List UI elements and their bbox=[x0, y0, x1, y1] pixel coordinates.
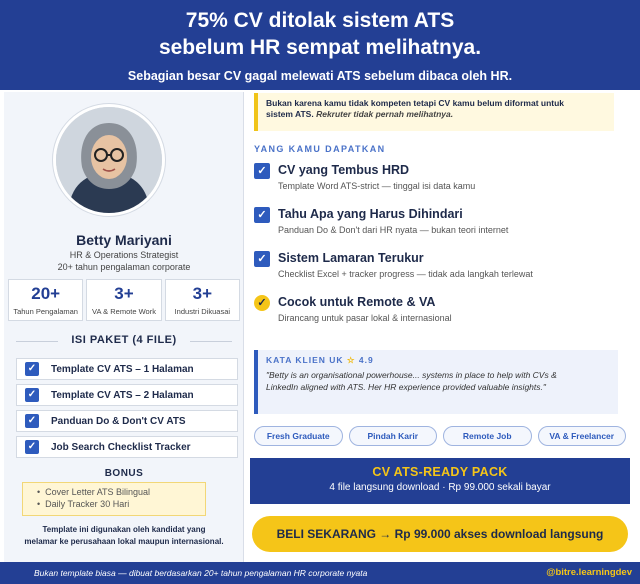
footer-handle[interactable]: @bitre.learningdev bbox=[546, 567, 632, 578]
benefit-title: Sistem Lamaran Terukur bbox=[278, 251, 424, 265]
stat-label: Industri Dikuasai bbox=[174, 307, 231, 316]
usage-note-line-1: Template ini digunakan oleh kandidat yang bbox=[42, 525, 206, 534]
check-icon: ✓ bbox=[254, 251, 270, 267]
bonus-box bbox=[22, 482, 206, 516]
testimonial-quote bbox=[266, 369, 610, 393]
tag-remote-job[interactable]: Remote Job bbox=[443, 426, 532, 446]
benefit-title: Tahu Apa yang Harus Dihindari bbox=[278, 207, 463, 221]
package-item-label: Template CV ATS – 1 Halaman bbox=[51, 363, 194, 375]
stats-row bbox=[8, 279, 240, 321]
headline-line-1: 75% CV ditolak sistem ATS bbox=[185, 9, 455, 32]
audience-tags bbox=[254, 426, 626, 446]
rating-value: 4.9 bbox=[358, 355, 374, 365]
stat-value: 3+ bbox=[192, 284, 213, 303]
bonus-item-label: Cover Letter ATS Bilingual bbox=[45, 487, 151, 497]
stat-value: 3+ bbox=[114, 284, 134, 303]
package-item bbox=[16, 436, 238, 458]
check-icon: ✓ bbox=[254, 163, 270, 179]
profile-photo bbox=[53, 104, 165, 216]
quote-line-2: LinkedIn aligned with ATS. Her HR experience provided valuable insights." bbox=[266, 382, 546, 392]
stat-industries bbox=[165, 279, 240, 321]
bullet-icon: • bbox=[37, 487, 41, 497]
tag-pindah-karir[interactable]: Pindah Karir bbox=[349, 426, 438, 446]
stat-label: Tahun Pengalaman bbox=[13, 307, 78, 316]
stat-years bbox=[8, 279, 83, 321]
stat-remote bbox=[86, 279, 161, 321]
package-item-label: Template CV ATS – 2 Halaman bbox=[51, 389, 194, 401]
bonus-title: BONUS bbox=[104, 468, 144, 479]
stat-label: VA & Remote Work bbox=[92, 307, 156, 316]
footer bbox=[0, 562, 640, 584]
callout-bold: sistem ATS. bbox=[266, 109, 314, 119]
stat-value: 20+ bbox=[31, 284, 61, 303]
usage-note-line-2: melamar ke perusahaan lokal maupun internasional. bbox=[24, 537, 224, 546]
package-item-label: Job Search Checklist Tracker bbox=[51, 441, 191, 453]
usage-note bbox=[4, 524, 244, 548]
benefits-title: YANG KAMU DAPATKAN bbox=[254, 144, 386, 154]
benefit-desc: Panduan Do & Don't dari HR nyata — bukan teori internet bbox=[278, 225, 509, 235]
package-item bbox=[16, 410, 238, 432]
testimonial-label: KATA KLIEN UK bbox=[266, 355, 344, 365]
profile-role: HR & Operations Strategist bbox=[69, 250, 179, 260]
check-circle-icon: ✓ bbox=[254, 295, 270, 311]
profile-name: Betty Mariyani bbox=[76, 232, 172, 248]
tag-fresh-graduate[interactable]: Fresh Graduate bbox=[254, 426, 343, 446]
pack-title: CV ATS-READY PACK bbox=[372, 465, 508, 479]
check-icon: ✓ bbox=[25, 388, 39, 402]
bonus-item bbox=[37, 486, 205, 498]
header-banner bbox=[0, 0, 640, 90]
header-subtitle: Sebagian besar CV gagal melewati ATS sebelum dibaca oleh HR. bbox=[127, 69, 513, 83]
bonus-item bbox=[37, 498, 205, 510]
testimonial-header bbox=[266, 355, 610, 366]
problem-callout bbox=[254, 93, 614, 131]
package-item bbox=[16, 384, 238, 406]
quote-line-1: "Betty is an organisational powerhouse... systems in place to help with CVs & bbox=[266, 370, 557, 380]
callout-line-1: Bukan karena kamu tidak kompeten tetapi CV kamu belum diformat untuk bbox=[266, 98, 565, 108]
star-icon: ☆ bbox=[346, 355, 356, 365]
package-item-label: Panduan Do & Don't CV ATS bbox=[51, 415, 186, 427]
pack-details: 4 file langsung download · Rp 99.000 sekali bayar bbox=[329, 482, 551, 493]
testimonial-box bbox=[254, 350, 618, 414]
bonus-item-label: Daily Tracker 30 Hari bbox=[45, 499, 130, 509]
buy-now-button[interactable]: BELI SEKARANG → Rp 99.000 akses download langsung bbox=[252, 516, 628, 552]
check-icon: ✓ bbox=[25, 440, 39, 454]
check-icon: ✓ bbox=[254, 207, 270, 223]
benefit-desc: Template Word ATS-strict — tinggal isi data kamu bbox=[278, 181, 476, 191]
package-item bbox=[16, 358, 238, 380]
headline-line-2: sebelum HR sempat melihatnya. bbox=[158, 36, 482, 59]
check-icon: ✓ bbox=[25, 414, 39, 428]
profile-panel bbox=[4, 92, 244, 562]
benefit-desc: Checklist Excel + tracker progress — tidak ada langkah terlewat bbox=[278, 269, 533, 279]
benefit-title: Cocok untuk Remote & VA bbox=[278, 295, 436, 309]
bullet-icon: • bbox=[37, 499, 41, 509]
pack-banner bbox=[250, 458, 630, 504]
callout-italic: Rekruter tidak pernah melihatnya. bbox=[316, 109, 454, 119]
benefit-title: CV yang Tembus HRD bbox=[278, 163, 410, 177]
footer-tagline: Bukan template biasa — dibuat berdasarkan 20+ tahun pengalaman HR corporate nyata bbox=[34, 568, 368, 578]
check-icon: ✓ bbox=[25, 362, 39, 376]
tag-va-freelancer[interactable]: VA & Freelancer bbox=[538, 426, 627, 446]
profile-experience: 20+ tahun pengalaman corporate bbox=[57, 262, 191, 272]
package-title: ISI PAKET (4 FILE) bbox=[4, 334, 244, 346]
callout-line-2 bbox=[266, 109, 606, 120]
benefit-desc: Dirancang untuk pasar lokal & internasional bbox=[278, 313, 452, 323]
